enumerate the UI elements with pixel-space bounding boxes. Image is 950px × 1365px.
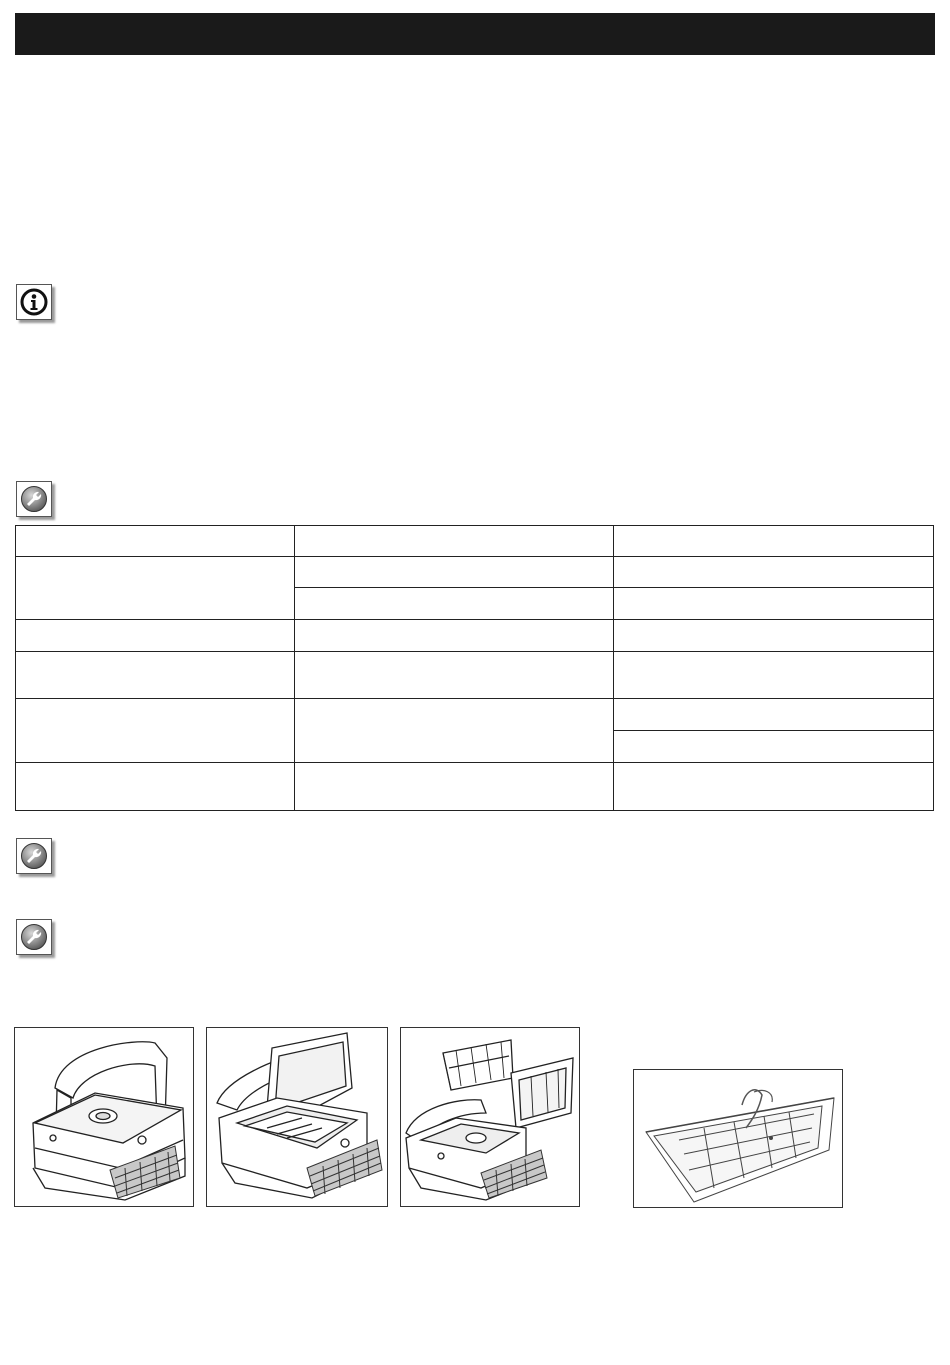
troubleshooting-table <box>15 525 934 811</box>
table-cell <box>613 731 933 763</box>
table-cell <box>613 762 933 810</box>
table-cell <box>613 619 933 651</box>
info-icon <box>16 284 52 320</box>
table-cell <box>16 619 295 651</box>
table-cell <box>613 556 933 588</box>
table-cell <box>16 651 295 698</box>
table-cell <box>16 526 295 557</box>
figure-robot-lid-open <box>206 1027 388 1207</box>
wrench-icon <box>16 838 52 874</box>
table-cell <box>16 556 295 619</box>
figure-filter-basket <box>633 1069 843 1208</box>
table-cell <box>613 588 933 620</box>
figure-robot-filter-removed <box>400 1027 580 1207</box>
wrench-icon <box>16 919 52 955</box>
table-cell <box>295 651 613 698</box>
table-cell <box>16 698 295 762</box>
table-cell <box>295 619 613 651</box>
table-cell <box>295 698 613 762</box>
table-cell <box>613 698 933 731</box>
table-cell <box>613 526 933 557</box>
table-row <box>16 762 934 810</box>
wrench-icon <box>16 481 52 517</box>
table-row <box>16 556 934 588</box>
section-header-bar <box>15 13 935 55</box>
table-cell <box>613 651 933 698</box>
table-row <box>16 526 934 557</box>
table-row <box>16 619 934 651</box>
table-row <box>16 698 934 731</box>
table-cell <box>295 526 613 557</box>
table-cell <box>295 556 613 588</box>
table-cell <box>295 588 613 620</box>
table-row <box>16 651 934 698</box>
figure-robot-closed <box>14 1027 194 1207</box>
table-cell <box>295 762 613 810</box>
table-cell <box>16 762 295 810</box>
